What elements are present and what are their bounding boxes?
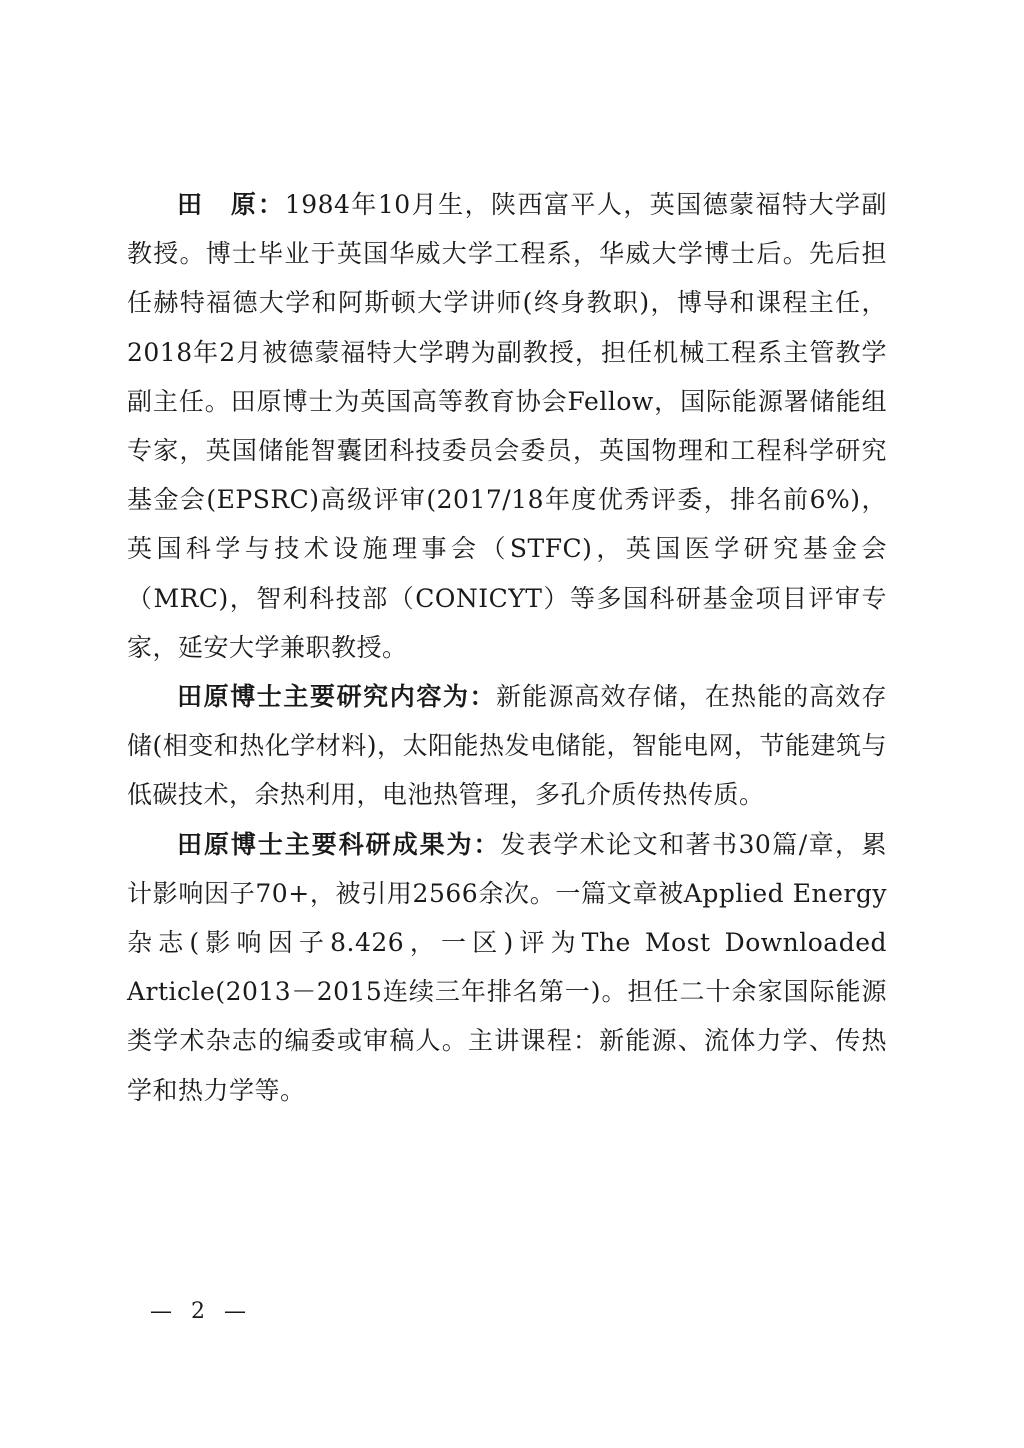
- achievements-paragraph: [127, 820, 887, 1115]
- page-number: — 2 —: [150, 1299, 252, 1324]
- bio-paragraph: [127, 180, 887, 672]
- paragraph-text: 新能源高效存储，在热能的高效存储(相变和热化学材料)，太阳能热发电储能，智能电网，节能建筑与低碳技术，余热利用，电池热管理，多孔介质传热传质。: [127, 682, 888, 810]
- paragraph-text: 发表学术论文和著书30篇/章，累计影响因子70+，被引用2566余次。一篇文章被Applied Energy杂志(影响因子8.426，一区)评为The Most Downloaded Article(2013－2015连续三年排名第一)。担任二十余家国际能源类学术杂志的编委或审稿人。主讲课程：新能源、流体力学、传热学和热力学等。: [127, 829, 887, 1105]
- paragraph-lead: 田原博士主要科研成果为：: [177, 829, 501, 859]
- paragraph-lead: 田 原：: [177, 190, 285, 219]
- research-paragraph: [127, 672, 887, 820]
- document-body: [127, 180, 887, 1115]
- paragraph-lead: 田原博士主要研究内容为：: [177, 682, 497, 712]
- paragraph-text: 1984年10月生，陕西富平人，英国德蒙福特大学副教授。博士毕业于英国华威大学工程系，华威大学博士后。先后担任赫特福德大学和阿斯顿大学讲师(终身教职)，博导和课程主任，2018年2月被德蒙福特大学聘为副教授，担任机械工程系主管教学副主任。田原博士为英国高等教育协会Fellow，国际能源署储能组专家，英国储能智囊团科技委员会委员，英国物理和工程科学研究基金会(EPSRC)高级评审(2017/18年度优秀评委，排名前6%)，英国科学与技术设施理事会（STFC)，英国医学研究基金会（MRC)，智利科技部（CONICYT）等多国科研基金项目评审专家，延安大学兼职教授。: [127, 190, 887, 662]
